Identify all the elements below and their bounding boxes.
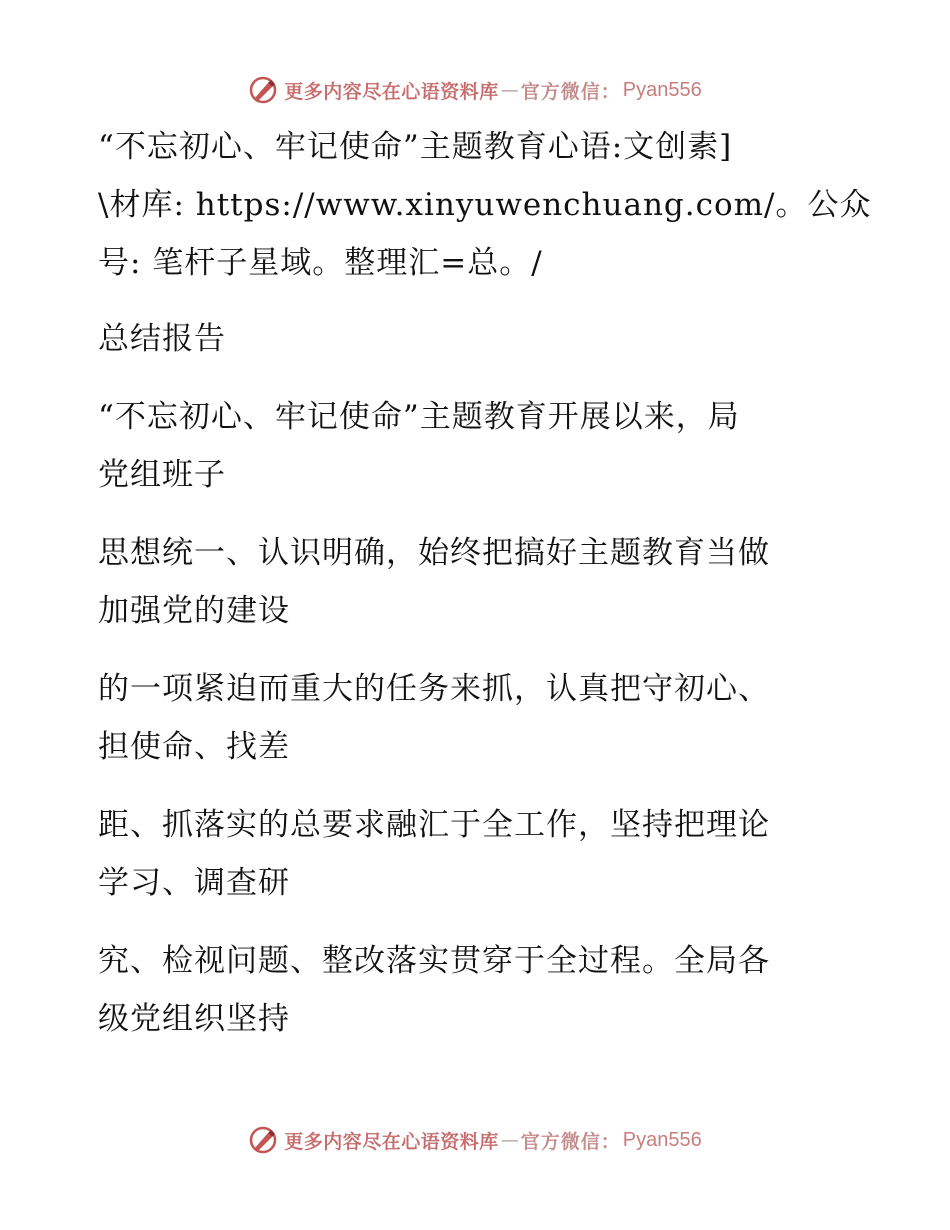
paragraph-3-line-1: 的一项紧迫而重大的任务来抓，认真把守初心、 (98, 671, 770, 707)
paragraph-3-line-2: 担使命、找差 (98, 729, 290, 765)
paragraph-2-line-2: 加强党的建设 (98, 593, 290, 629)
intro-line-2: \材库: https://www.xinyuwenchuang.com/。公众 (98, 187, 872, 223)
footer-banner-text: 更多内容尽在心语资料库 (284, 1130, 499, 1153)
header-banner (0, 70, 950, 110)
footer-banner (0, 1120, 950, 1160)
paragraph-2-line-1: 思想统一、认识明确，始终把搞好主题教育当做 (98, 535, 770, 571)
footer-banner-label: 官方微信： (520, 1130, 621, 1153)
document-body (98, 118, 872, 1048)
pen-logo-icon (248, 75, 278, 105)
header-banner-wechat-id: Pyan556 (622, 78, 702, 101)
pen-logo-icon (248, 1125, 278, 1155)
paragraph-4-line-2: 学习、调查研 (98, 865, 290, 901)
paragraph-4-line-1: 距、抓落实的总要求融汇于全工作，坚持把理论 (98, 807, 770, 843)
paragraph-5-line-1: 究、检视问题、整改落实贯穿于全过程。全局各 (98, 943, 770, 979)
paragraph-1-line-1: “不忘初心、牢记使命”主题教育开展以来，局 (98, 399, 740, 435)
paragraph-5-line-2: 级党组织坚持 (98, 1001, 290, 1037)
footer-banner-dash: — (500, 1129, 519, 1151)
intro-line-3: 号: 笔杆子星域。整理汇=总。/ (98, 245, 543, 281)
footer-banner-wechat-id: Pyan556 (622, 1128, 702, 1151)
header-banner-text: 更多内容尽在心语资料库 (284, 80, 499, 103)
section-heading: 总结报告 (98, 321, 226, 357)
header-banner-dash: — (500, 79, 519, 101)
header-banner-label: 官方微信： (520, 80, 621, 103)
paragraph-1-line-2: 党组班子 (98, 457, 226, 493)
intro-line-1: “不忘初心、牢记使命”主题教育心语:文创素] (98, 129, 733, 165)
